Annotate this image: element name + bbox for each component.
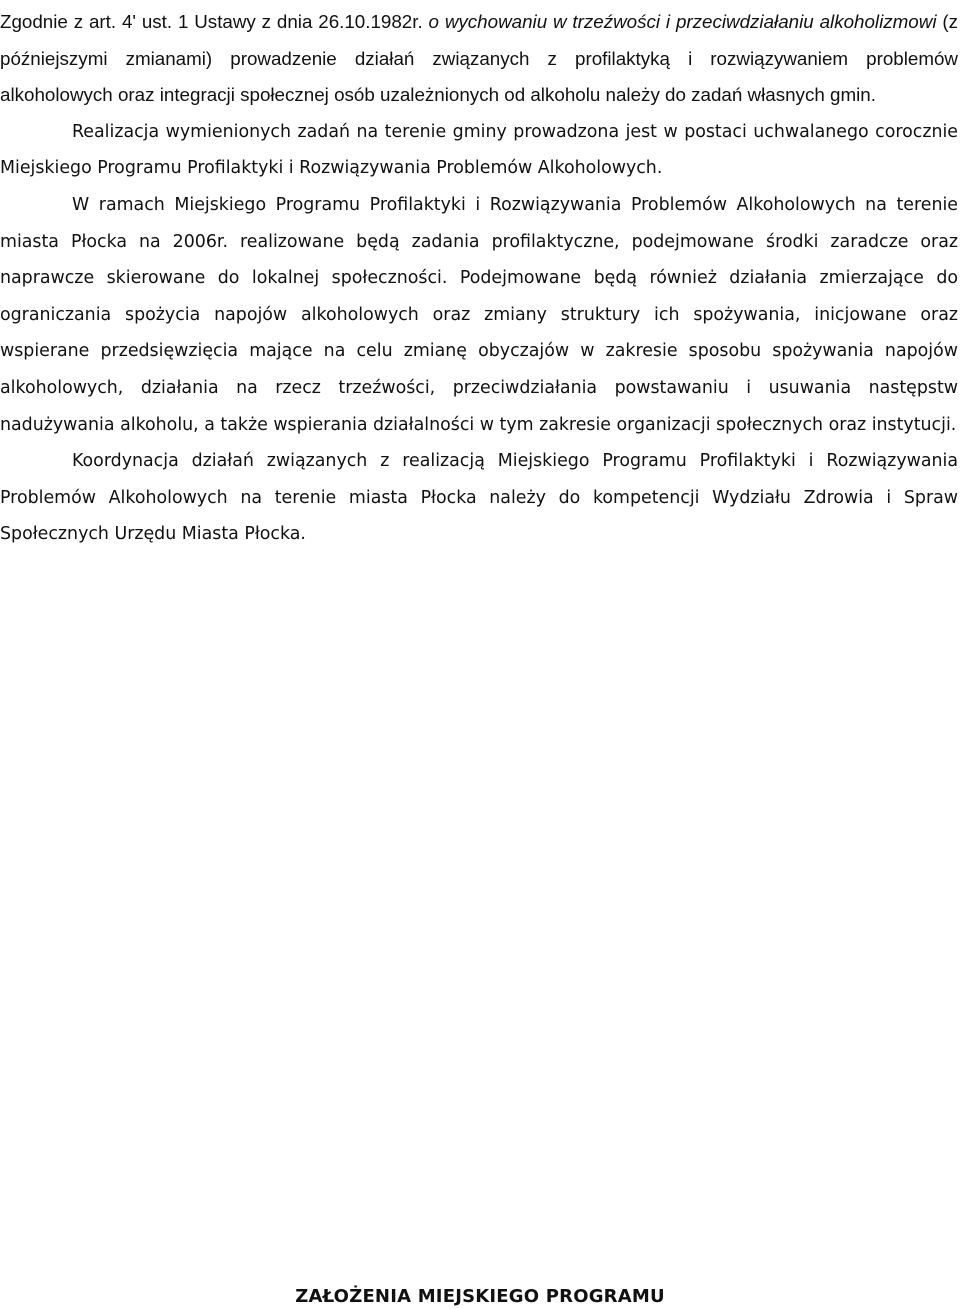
- act-title: o wychowaniu w trzeźwości i przeciwdziałaniu alkoholizmowi: [428, 11, 937, 32]
- intro-text-start: Zgodnie z art. 4' ust. 1 Ustawy z dnia 26.10.1982r.: [0, 11, 429, 32]
- intro-text-end: (z późniejszymi zmianami) prowadzenie działań związanych z profilaktyką i rozwiązywaniem problemów alkoholowych oraz integracji społecznej osób uzależnionych od alkoholu należy do zadań własnych gmin.: [0, 11, 958, 106]
- intro-paragraph: [0, 4, 958, 114]
- paragraph-realizacja: Realizacja wymienionych zadań na terenie gminy prowadzona jest w postaci uchwalanego corocznie Miejskiego Programu Profilaktyki i Rozwiązywania Problemów Alkoholowych.: [0, 121, 958, 179]
- paragraph-koordynacja: Koordynacja działań związanych z realizacją Miejskiego Programu Profilaktyki i Rozwiązywania Problemów Alkoholowych na terenie miasta Płocka należy do kompetencji Wydziału Zdrowia i Spraw Społecznych Urzędu Miasta Płocka.: [0, 451, 958, 545]
- section-heading: ZAŁOŻENIA MIEJSKIEGO PROGRAMU: [295, 1286, 665, 1307]
- paragraph-w-ramach: W ramach Miejskiego Programu Profilaktyki i Rozwiązywania Problemów Alkoholowych na terenie miasta Płocka na 2006r. realizowane będą zadania profilaktyczne, podejmowane środki zaradcze oraz naprawcze skierowane do lokalnej społeczności. Podejmowane będą również działania zmierzające do ograniczania spożycia napojów alkoholowych oraz zmiany struktury ich spożywania, inicjowane oraz wspierane przedsięwzięcia mające na celu zmianę obyczajów w zakresie sposobu spożywania napojów alkoholowych, działania na rzecz trzeźwości, przeciwdziałania powstawaniu i usuwania następstw nadużywania alkoholu, a także wspierania działalności w tym zakresie organizacji społecznych oraz instytucji.: [0, 194, 958, 435]
- document-body: [0, 4, 958, 553]
